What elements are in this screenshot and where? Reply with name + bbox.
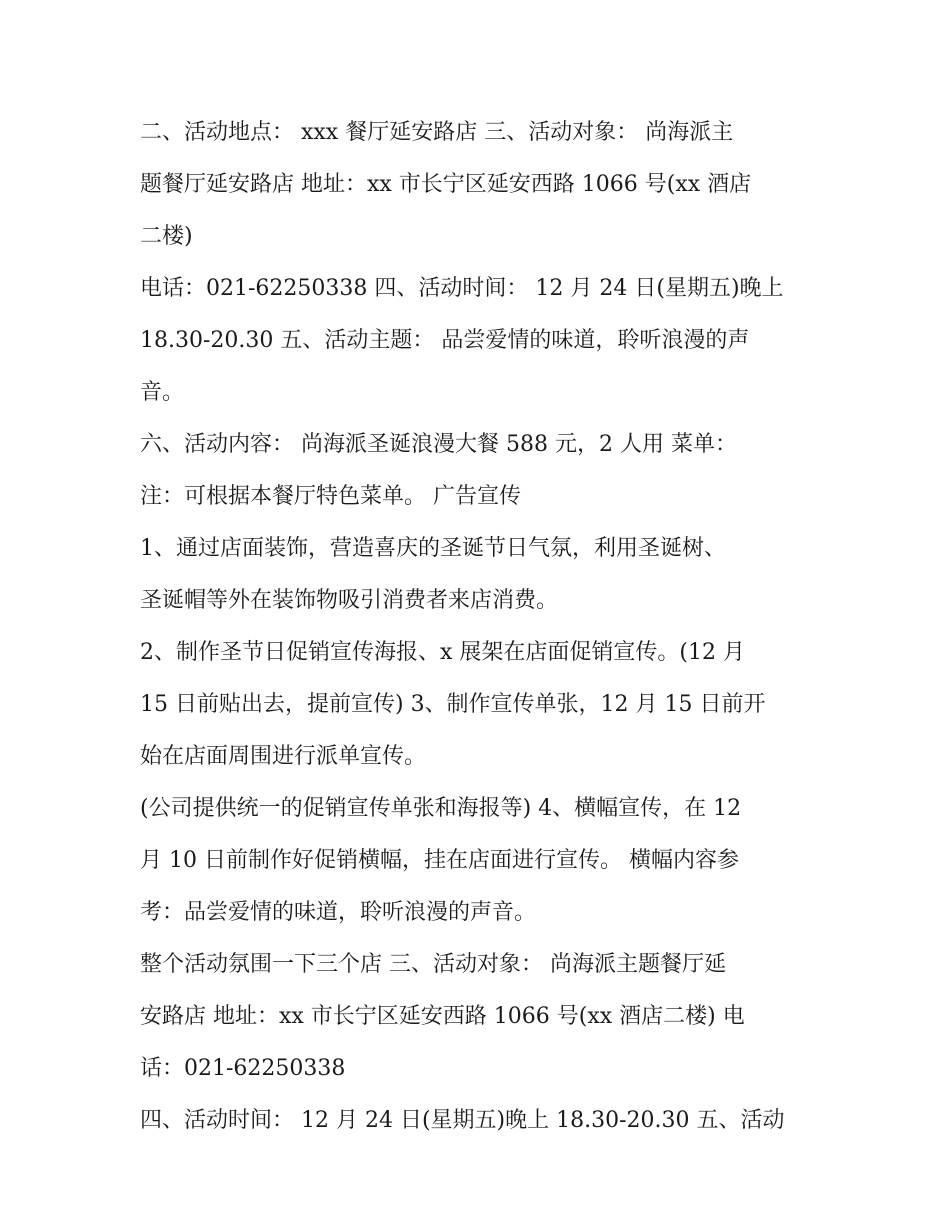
text-line: 二、活动地点： xxx 餐厅延安路店 三、活动对象： 尚海派主	[140, 120, 734, 145]
text-line: 18.30-20.30 五、活动主题： 品尝爱情的味道，聆听浪漫的声	[140, 328, 750, 353]
text-line: 六、活动内容： 尚海派圣诞浪漫大餐 588 元，2 人用 菜单：	[140, 432, 737, 457]
text-line: 话：021-62250338	[140, 1056, 346, 1081]
paragraph-item-4	[140, 783, 808, 939]
paragraph-content	[140, 419, 808, 523]
paragraph-atmosphere	[140, 939, 808, 1095]
paragraph-phone-time	[140, 263, 808, 419]
paragraph-item-1	[140, 523, 808, 627]
paragraph-time	[140, 1095, 808, 1147]
text-line: 整个活动氛围一下三个店 三、活动对象： 尚海派主题餐厅延	[140, 952, 726, 977]
text-line: (公司提供统一的促销宣传单张和海报等) 4、横幅宣传，在 12	[140, 796, 742, 821]
text-line: 考：品尝爱情的味道，聆听浪漫的声音。	[140, 900, 537, 925]
paragraph-location	[140, 107, 808, 263]
text-line: 始在店面周围进行派单宣传。	[140, 744, 427, 769]
text-line: 电话：021-62250338 四、活动时间： 12 月 24 日(星期五)晚上	[140, 276, 784, 301]
text-line: 四、活动时间： 12 月 24 日(星期五)晚上 18.30-20.30 五、活动	[140, 1108, 785, 1133]
text-line: 题餐厅延安路店 地址：xx 市长宁区延安西路 1066 号(xx 酒店	[140, 172, 752, 197]
document-body	[140, 107, 808, 1147]
text-line: 2、制作圣节日促销宣传海报、x 展架在店面促销宣传。(12 月	[140, 640, 745, 665]
text-line: 1、通过店面装饰，营造喜庆的圣诞节日气氛，利用圣诞树、	[140, 536, 726, 561]
text-line: 月 10 日前制作好促销横幅，挂在店面进行宣传。 横幅内容参	[140, 848, 739, 873]
text-line: 安路店 地址：xx 市长宁区延安西路 1066 号(xx 酒店二楼) 电	[140, 1004, 745, 1029]
text-line: 音。	[140, 380, 185, 405]
text-line: 15 日前贴出去，提前宣传) 3、制作宣传单张，12 月 15 日前开	[140, 692, 766, 717]
text-line: 二楼)	[140, 224, 193, 249]
text-line: 圣诞帽等外在装饰物吸引消费者来店消费。	[140, 588, 559, 613]
text-line: 注：可根据本餐厅特色菜单。 广告宣传	[140, 484, 521, 509]
paragraph-item-2-3	[140, 627, 808, 783]
